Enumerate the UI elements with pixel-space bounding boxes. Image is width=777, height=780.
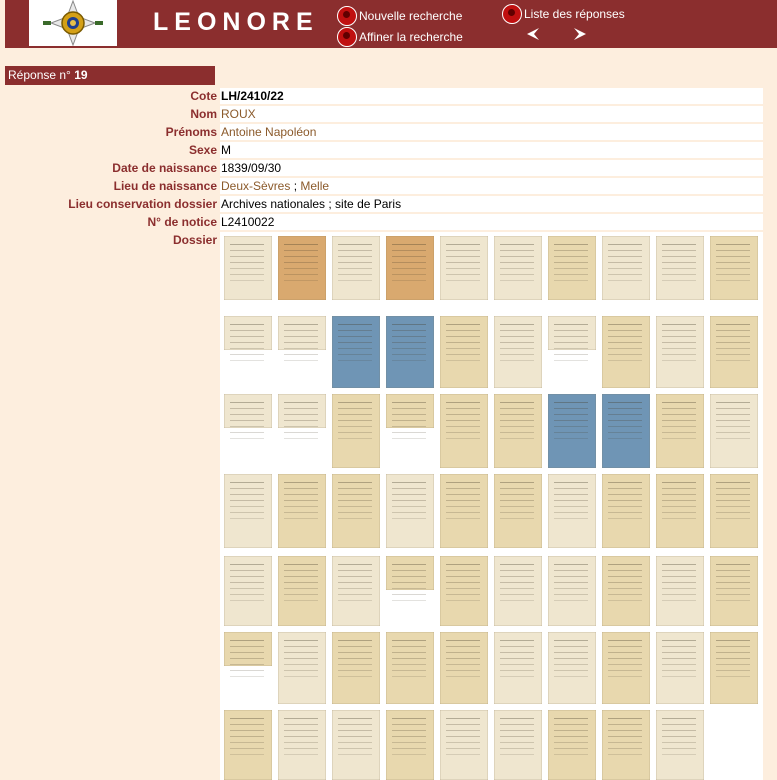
birthplace-commune-link[interactable]: Melle	[300, 179, 330, 193]
dossier-page-thumbnail[interactable]	[386, 474, 434, 548]
dossier-page-thumbnail[interactable]	[656, 556, 704, 626]
field-value-notice: L2410022	[220, 214, 763, 230]
dossier-page-thumbnail[interactable]	[440, 474, 488, 548]
dossier-page-thumbnail[interactable]	[332, 556, 380, 626]
dossier-page-thumbnail[interactable]	[278, 236, 326, 300]
field-label: Dossier	[172, 233, 217, 247]
list-button-icon	[502, 4, 522, 24]
dossier-page-thumbnail[interactable]	[440, 394, 488, 468]
dossier-page-thumbnail[interactable]	[656, 632, 704, 704]
dossier-page-thumbnail[interactable]	[386, 710, 434, 780]
dossier-page-thumbnail[interactable]	[278, 632, 326, 704]
dossier-page-thumbnail[interactable]	[278, 710, 326, 780]
dossier-page-thumbnail[interactable]	[386, 632, 434, 704]
field-date-naissance	[0, 159, 763, 177]
dossier-page-thumbnail[interactable]	[278, 474, 326, 548]
field-value-prenoms[interactable]: Antoine Napoléon	[220, 124, 763, 140]
dossier-page-thumbnail[interactable]	[440, 632, 488, 704]
dossier-page-thumbnail[interactable]	[710, 556, 758, 626]
refine-search-link[interactable]	[337, 27, 463, 47]
dossier-page-thumbnail[interactable]	[656, 710, 704, 780]
dossier-page-thumbnail[interactable]	[602, 394, 650, 468]
legion-honneur-medal-icon[interactable]	[29, 0, 117, 46]
dossier-page-thumbnail[interactable]	[278, 316, 326, 350]
dossier-page-thumbnail[interactable]	[494, 556, 542, 626]
field-lieu-naissance	[0, 177, 763, 195]
field-label: Date de naissance	[112, 161, 217, 175]
field-prenoms	[0, 123, 763, 141]
refine-button-icon	[337, 27, 357, 47]
dossier-page-thumbnail[interactable]	[494, 632, 542, 704]
dossier-page-thumbnail[interactable]	[332, 316, 380, 388]
prev-arrow-icon[interactable]	[525, 26, 541, 45]
dossier-page-thumbnail[interactable]	[494, 474, 542, 548]
dossier-page-thumbnail[interactable]	[656, 474, 704, 548]
dossier-page-thumbnail[interactable]	[332, 710, 380, 780]
dossier-page-thumbnail[interactable]	[332, 236, 380, 300]
field-cote	[0, 87, 763, 105]
field-sexe	[0, 141, 763, 159]
field-label: Cote	[190, 89, 217, 103]
field-label: Sexe	[188, 143, 217, 157]
dossier-page-thumbnail[interactable]	[656, 394, 704, 468]
record-fields	[0, 87, 763, 249]
dossier-page-thumbnail[interactable]	[440, 556, 488, 626]
dossier-page-thumbnail[interactable]	[224, 556, 272, 626]
dossier-page-thumbnail[interactable]	[602, 632, 650, 704]
dossier-page-thumbnail[interactable]	[224, 236, 272, 300]
dossier-page-thumbnail[interactable]	[548, 474, 596, 548]
field-notice	[0, 213, 763, 231]
new-search-label: Nouvelle recherche	[359, 9, 463, 23]
field-lieu-conservation	[0, 195, 763, 213]
field-label: Nom	[190, 107, 217, 121]
dossier-page-thumbnail[interactable]	[710, 394, 758, 468]
dossier-page-thumbnail[interactable]	[332, 474, 380, 548]
dossier-page-thumbnail[interactable]	[548, 316, 596, 350]
dossier-page-thumbnail[interactable]	[602, 556, 650, 626]
dossier-page-thumbnail[interactable]	[332, 394, 380, 468]
field-value-sexe: M	[220, 142, 763, 158]
response-number-bar	[5, 66, 215, 85]
birthplace-separator: ;	[290, 179, 301, 193]
dossier-page-thumbnail[interactable]	[494, 236, 542, 300]
dossier-page-thumbnail[interactable]	[656, 316, 704, 388]
dossier-page-thumbnail[interactable]	[710, 632, 758, 704]
dossier-page-thumbnail[interactable]	[710, 316, 758, 388]
dossier-page-thumbnail[interactable]	[440, 236, 488, 300]
dossier-page-thumbnail[interactable]	[656, 236, 704, 300]
dossier-page-thumbnail[interactable]	[224, 316, 272, 350]
new-search-link[interactable]	[337, 6, 462, 26]
response-number: 19	[74, 68, 88, 82]
header-bar	[5, 0, 777, 48]
field-value-date-naissance: 1839/09/30	[220, 160, 763, 176]
field-label: N° de notice	[147, 215, 217, 229]
field-label: Lieu conservation dossier	[68, 197, 217, 211]
dossier-page-thumbnail[interactable]	[440, 316, 488, 388]
dossier-page-thumbnail[interactable]	[224, 394, 272, 428]
results-list-label: Liste des réponses	[524, 7, 625, 21]
field-label: Prénoms	[165, 125, 217, 139]
app-title: LEONORE	[153, 8, 319, 36]
next-arrow-icon[interactable]	[572, 26, 588, 45]
dossier-page-thumbnail[interactable]	[386, 236, 434, 300]
dossier-page-thumbnail[interactable]	[602, 316, 650, 388]
dossier-page-thumbnail[interactable]	[710, 236, 758, 300]
dossier-page-thumbnail[interactable]	[494, 710, 542, 780]
field-value-cote: LH/2410/22	[220, 88, 763, 104]
dossier-page-thumbnail[interactable]	[278, 394, 326, 428]
dossier-page-thumbnail[interactable]	[332, 632, 380, 704]
dossier-page-thumbnail[interactable]	[548, 236, 596, 300]
search-button-icon	[337, 6, 357, 26]
dossier-page-thumbnail[interactable]	[494, 316, 542, 388]
field-value-lieu-naissance	[220, 178, 763, 194]
dossier-page-thumbnail[interactable]	[386, 316, 434, 388]
dossier-page-thumbnail[interactable]	[548, 556, 596, 626]
dossier-gallery	[220, 232, 763, 780]
dossier-page-thumbnail[interactable]	[602, 710, 650, 780]
dossier-page-thumbnail[interactable]	[548, 632, 596, 704]
dossier-page-thumbnail[interactable]	[386, 556, 434, 590]
dossier-page-thumbnail[interactable]	[602, 474, 650, 548]
dossier-page-thumbnail[interactable]	[224, 710, 272, 780]
field-nom	[0, 105, 763, 123]
dossier-page-thumbnail[interactable]	[440, 710, 488, 780]
dossier-page-thumbnail[interactable]	[224, 632, 272, 666]
birthplace-department-link[interactable]: Deux-Sèvres	[221, 179, 291, 193]
refine-search-label: Affiner la recherche	[359, 30, 463, 44]
field-label: Lieu de naissance	[113, 179, 217, 193]
field-value-nom[interactable]: ROUX	[220, 106, 763, 122]
dossier-page-thumbnail[interactable]	[278, 556, 326, 626]
dossier-page-thumbnail[interactable]	[548, 394, 596, 468]
results-list-link[interactable]	[502, 4, 625, 24]
dossier-page-thumbnail[interactable]	[710, 474, 758, 548]
response-label: Réponse n°	[8, 68, 71, 82]
dossier-page-thumbnail[interactable]	[224, 474, 272, 548]
dossier-page-thumbnail[interactable]	[494, 394, 542, 468]
dossier-page-thumbnail[interactable]	[386, 394, 434, 428]
dossier-page-thumbnail[interactable]	[602, 236, 650, 300]
field-value-lieu-conservation: Archives nationales ; site de Paris	[220, 196, 763, 212]
dossier-page-thumbnail[interactable]	[548, 710, 596, 780]
